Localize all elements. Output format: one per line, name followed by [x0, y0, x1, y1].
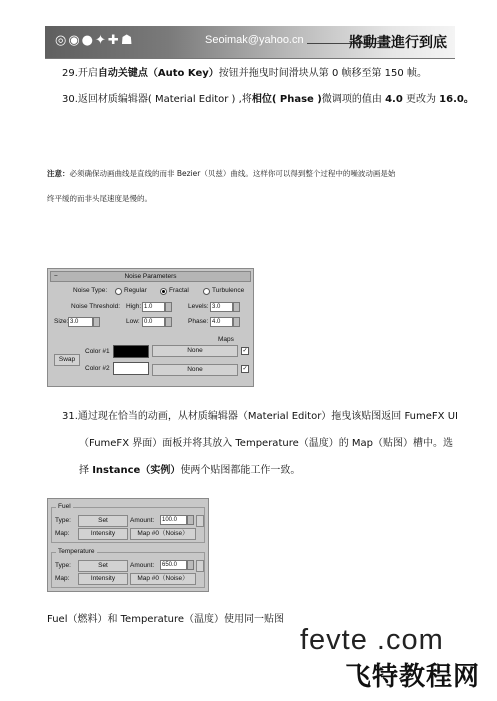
header-decoration-icons: ◎◉●✦✚☗	[55, 33, 135, 48]
watermark-logo-en: fevte .com	[300, 624, 444, 656]
fuel-group-title: Fuel	[58, 503, 71, 510]
temperature-amount-reset-button[interactable]	[196, 560, 204, 572]
map-1-enable-checkbox[interactable]: ✓	[242, 348, 248, 354]
low-spinner-arrows[interactable]	[165, 317, 172, 327]
step-31-line-2	[79, 437, 453, 451]
step-30-text-e: 更改为	[405, 94, 436, 105]
fuel-amount-reset-button[interactable]	[196, 515, 204, 527]
figure-caption-text: Fuel（燃料）和 Temperature（温度）使用同一贴图	[47, 614, 284, 625]
step-29-text-c: 按钮并拖曳时间滑块从第 0 帧移至第 150 帧。	[218, 68, 427, 79]
temperature-amount-label: Amount:	[130, 562, 155, 569]
fuel-amount-arrows[interactable]	[187, 515, 194, 525]
fuel-amount-label: Amount:	[130, 517, 155, 524]
step-31-text-2: （FumeFX 界面）面板并将其放入 Temperature（温度）的 Map（贴图）槽中。选	[79, 438, 454, 449]
noise-parameters-panel	[47, 268, 254, 387]
step-29	[62, 67, 427, 81]
high-label: High:	[126, 303, 142, 310]
size-label: Size:	[54, 318, 69, 325]
figure-caption	[47, 613, 284, 627]
step-30-old-value: 4.0	[385, 94, 403, 105]
temperature-set-button[interactable]: Set	[78, 560, 128, 572]
temperature-group	[51, 548, 205, 588]
note-text-1: 必须确保动画曲线是直线的而非 Bezier（贝兹）曲线。这样你可以得到整个过程中的噪波动画是始	[69, 169, 396, 178]
color-1-swatch[interactable]	[113, 345, 149, 358]
size-spinner-field[interactable]: 3.0	[68, 317, 93, 327]
radio-fractal-label: Fractal	[169, 287, 189, 294]
radio-fractal[interactable]	[160, 288, 167, 295]
radio-regular-label: Regular	[124, 287, 147, 294]
levels-spinner-field[interactable]: 3.0	[210, 302, 233, 312]
low-spinner-field[interactable]: 0.0	[142, 317, 165, 327]
fuel-temperature-panel	[47, 498, 209, 592]
watermark-logo-zh: 飞特教程网	[345, 662, 481, 692]
color-2-swatch[interactable]	[113, 362, 149, 375]
step-30-text-a: 30.返回材质编辑器( Material Editor ) ,将	[62, 94, 252, 105]
high-spinner-arrows[interactable]	[165, 302, 172, 312]
radio-turbulence-label: Turbulence	[212, 287, 245, 294]
step-30-new-value: 16.0。	[439, 94, 474, 105]
phase-spinner-field[interactable]: 4.0	[210, 317, 233, 327]
temperature-intensity-button[interactable]: Intensity	[78, 573, 128, 585]
fuel-amount-field[interactable]: 100.0	[160, 515, 187, 525]
step-30	[62, 93, 474, 107]
note-line-2	[47, 193, 152, 204]
radio-regular[interactable]	[115, 288, 122, 295]
step-31-text-3c: 使两个贴图都能工作一致。	[180, 465, 301, 476]
maps-label: Maps	[218, 336, 234, 343]
step-29-keyword: 自动关键点（Auto Key）	[97, 68, 219, 79]
size-spinner-arrows[interactable]	[93, 317, 100, 327]
step-31-keyword: Instance（实例）	[92, 465, 181, 476]
temperature-group-title: Temperature	[58, 548, 95, 555]
step-30-keyword: 相位( Phase )	[251, 94, 322, 105]
phase-label: Phase:	[188, 318, 209, 325]
swap-button[interactable]: Swap	[54, 354, 80, 366]
map-1-button[interactable]: None	[152, 345, 238, 357]
step-31-line-1	[62, 410, 458, 424]
noise-parameters-rollout[interactable]	[50, 271, 251, 282]
fuel-set-button[interactable]: Set	[78, 515, 128, 527]
rollout-collapse-icon[interactable]: −	[54, 273, 58, 280]
levels-label: Levels:	[188, 303, 209, 310]
noise-type-label: Noise Type:	[73, 287, 108, 294]
low-label: Low:	[126, 318, 140, 325]
color-2-label: Color #2	[85, 365, 110, 372]
header-email: Seoimak@yahoo.cn	[205, 34, 304, 46]
fuel-map-label: Map:	[55, 530, 70, 537]
rollout-title: Noise Parameters	[124, 273, 177, 280]
levels-spinner-arrows[interactable]	[233, 302, 240, 312]
radio-turbulence[interactable]	[203, 288, 210, 295]
note-label: 注意：	[47, 169, 70, 178]
fuel-group	[51, 503, 205, 543]
page-header-banner	[45, 26, 455, 59]
high-spinner-field[interactable]: 1.0	[142, 302, 165, 312]
step-31-line-3	[79, 464, 300, 478]
fuel-map-button[interactable]: Map #0（Noise）	[130, 528, 196, 540]
temperature-map-label: Map:	[55, 575, 70, 582]
fuel-intensity-button[interactable]: Intensity	[78, 528, 128, 540]
temperature-amount-arrows[interactable]	[187, 560, 194, 570]
temperature-amount-field[interactable]: 650.0	[160, 560, 187, 570]
note-text-2: 终平缓的而非头尾速度是慢的。	[47, 194, 152, 203]
map-2-enable-checkbox[interactable]: ✓	[242, 366, 248, 372]
step-30-text-c: 微调项的值由	[321, 94, 382, 105]
step-31-text-1: 31.通过现在恰当的动画，从材质编辑器（Material Editor）拖曳该贴图返回 FumeFX UI	[62, 411, 458, 422]
color-1-label: Color #1	[85, 348, 110, 355]
note-line-1	[47, 168, 395, 179]
map-2-button[interactable]: None	[152, 364, 238, 376]
noise-threshold-label: Noise Threshold:	[71, 303, 121, 310]
fuel-type-label: Type:	[55, 517, 71, 524]
temperature-type-label: Type:	[55, 562, 71, 569]
header-title: 將動畫進行到底	[349, 35, 447, 51]
step-31-text-3a: 择	[79, 465, 89, 476]
temperature-map-button[interactable]: Map #0（Noise）	[130, 573, 196, 585]
step-29-text-a: 29.开启	[62, 68, 98, 79]
phase-spinner-arrows[interactable]	[233, 317, 240, 327]
